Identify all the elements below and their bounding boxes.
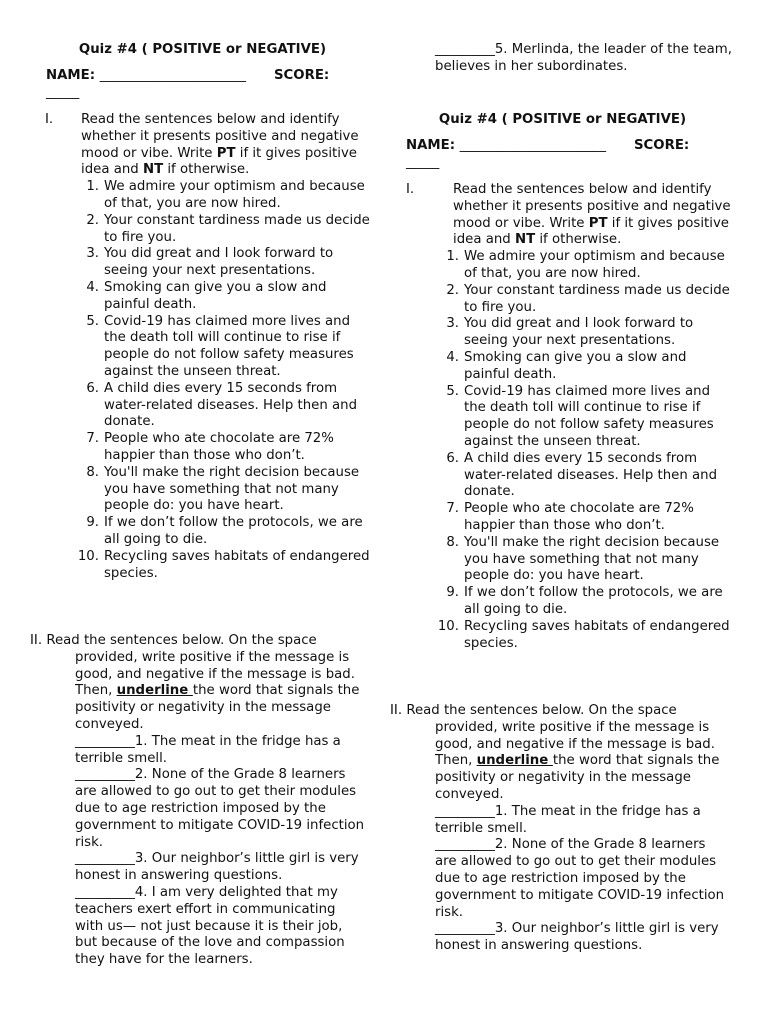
name-score-row xyxy=(406,138,736,172)
list-item: 10. Recycling saves habitats of endangered species. xyxy=(437,618,730,651)
name-blank: ______________________ xyxy=(459,138,606,153)
name-score-row xyxy=(46,68,376,102)
section-1-list xyxy=(437,249,736,652)
name-blank: ______________________ xyxy=(99,68,246,83)
section-2-item: _________3. Our neighbor’s little girl is very honest in answering questions. xyxy=(75,851,359,884)
section-2-numeral: II. xyxy=(30,633,43,648)
score-label: SCORE: xyxy=(633,138,690,153)
list-item: 1. We admire your optimism and because of that, you are now hired. xyxy=(86,179,365,211)
carryover-item: _________5. Merlinda, the leader of the team, believes in her subordinates. xyxy=(435,42,732,74)
list-item: 6. A child dies every 15 seconds from water-related diseases. Help then and donate. xyxy=(86,380,358,430)
list-item: 1. We admire your optimism and because of that, you are now hired. xyxy=(446,249,725,281)
list-item: 2. Your constant tardiness made us decide to fire you. xyxy=(446,282,730,315)
list-item: 5. Covid-19 has claimed more lives and the death toll will continue to rise if people do not follow safety measures against the unseen threat. xyxy=(446,383,714,449)
underline-word: underline xyxy=(476,753,553,769)
section-1-instructions: Read the sentences below and identify whether it presents positive and negative mood or vibe. Write PT if it gives positive idea and NT if otherwise. xyxy=(453,182,731,248)
list-item: 7. People who ate chocolate are 72% happier than those who don’t. xyxy=(446,501,694,533)
quiz-title: Quiz #4 ( POSITIVE or NEGATIVE) xyxy=(78,42,327,57)
section-2-item: _________4. I am very delighted that my teachers exert effort in communicating with us— not just because it is their job, but because of the love and compassion they have for the learners. xyxy=(75,884,345,968)
section-2-item: _________1. The meat in the fridge has a terrible smell. xyxy=(75,733,341,766)
section-2-instructions: II. Read the sentences below. On the space provided, write positive if the message is good, and negative if the message is bad. Then, underline the word that signals the positivity or negativity in the message conveyed. xyxy=(390,703,720,802)
section-2 xyxy=(30,633,365,969)
section-1 xyxy=(406,182,736,652)
section-1-numeral: I. xyxy=(45,112,54,127)
list-item: 6. A child dies every 15 seconds from water-related diseases. Help then and donate. xyxy=(446,450,718,500)
section-2-item: _________3. Our neighbor’s little girl is very honest in answering questions. xyxy=(435,921,719,954)
section-2 xyxy=(390,703,725,955)
section-1-numeral: I. xyxy=(406,182,415,197)
section-2-instructions: II. Read the sentences below. On the space provided, write positive if the message is good, and negative if the message is bad. Then, underline the word that signals the positivity or negativity in the message conveyed. xyxy=(30,633,360,732)
list-item: 7. People who ate chocolate are 72% happier than those who don’t. xyxy=(86,431,334,463)
list-item: 9. If we don’t follow the protocols, we are all going to die. xyxy=(86,515,363,547)
score-blank: _____ xyxy=(406,154,440,170)
name-label: NAME: xyxy=(46,68,96,83)
list-item: 8. You'll make the right decision because you have something that not many people do: you have heart. xyxy=(86,464,360,514)
score-blank: _____ xyxy=(46,84,80,100)
list-item: 5. Covid-19 has claimed more lives and the death toll will continue to rise if people do not follow safety measures against the unseen threat. xyxy=(86,313,354,379)
list-item: 4. Smoking can give you a slow and painful death. xyxy=(446,349,687,382)
list-item: 2. Your constant tardiness made us decide to fire you. xyxy=(86,212,370,245)
list-item: 3. You did great and I look forward to seeing your next presentations. xyxy=(446,316,694,349)
underline-word: underline xyxy=(116,683,193,699)
section-2-item: _________2. None of the Grade 8 learners are allowed to go out to get their modules due to age restriction imposed by the government to mitigate COVID-19 infection risk. xyxy=(75,767,365,850)
list-item: 10. Recycling saves habitats of endangered species. xyxy=(77,548,370,581)
section-2-item: _________1. The meat in the fridge has a terrible smell. xyxy=(435,803,701,836)
list-item: 9. If we don’t follow the protocols, we are all going to die. xyxy=(446,585,723,617)
list-item: 4. Smoking can give you a slow and painful death. xyxy=(86,279,327,312)
section-2-item: _________2. None of the Grade 8 learners are allowed to go out to get their modules due to age restriction imposed by the government to mitigate COVID-19 infection risk. xyxy=(435,837,725,920)
score-label: SCORE: xyxy=(273,68,330,83)
quiz-title: Quiz #4 ( POSITIVE or NEGATIVE) xyxy=(438,112,687,127)
section-1-list xyxy=(77,179,375,582)
section-1 xyxy=(45,112,375,582)
list-item: 3. You did great and I look forward to seeing your next presentations. xyxy=(86,246,334,279)
section-2-numeral: II. xyxy=(390,703,403,718)
name-label: NAME: xyxy=(406,138,456,153)
list-item: 8. You'll make the right decision because you have something that not many people do: you have heart. xyxy=(446,534,720,584)
section-1-instructions: Read the sentences below and identify whether it presents positive and negative mood or vibe. Write PT if it gives positive idea and NT if otherwise. xyxy=(81,112,359,178)
